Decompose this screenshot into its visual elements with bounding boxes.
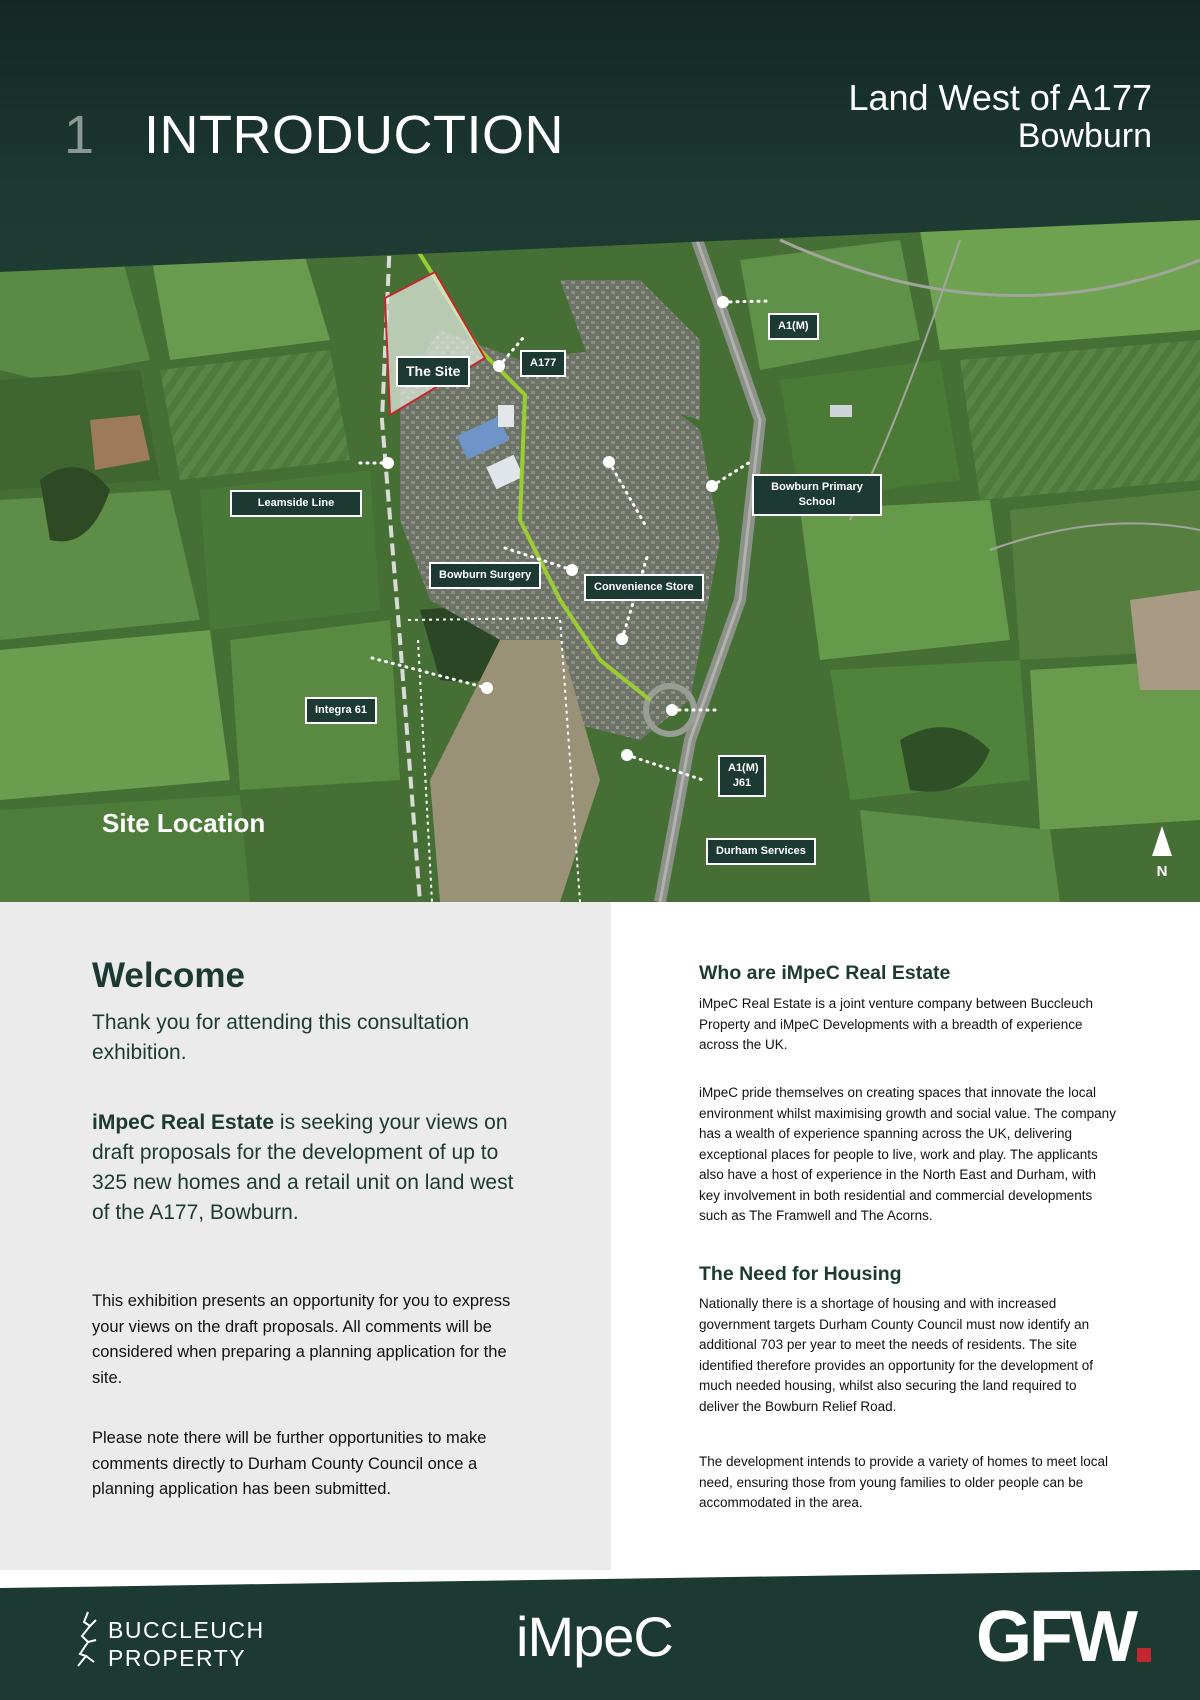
- map-label-convenience-store: Convenience Store: [584, 574, 704, 601]
- map-label-bowburn-surgery: Bowburn Surgery: [429, 562, 541, 589]
- site-location-map: [0, 220, 1200, 902]
- housing-heading: The Need for Housing: [699, 1263, 902, 1285]
- welcome-intro: Thank you for attending this consultation exhibition.: [92, 1011, 470, 1064]
- gfw-logo: GFW: [976, 1597, 1135, 1677]
- welcome-paragraph-1: This exhibition presents an opportunity for you to express your views on the draft proposals. All comments will be considered when preparing a planning application for the site.: [92, 1292, 511, 1387]
- north-arrow: [1151, 826, 1173, 880]
- map-label-integra-61: Integra 61: [305, 697, 377, 724]
- section-title: INTRODUCTION: [144, 105, 564, 165]
- housing-paragraph-2: The development intends to provide a variety of homes to meet local need, ensuring those from young families to older people can be accommodated in the area.: [699, 1454, 1108, 1510]
- welcome-heading: Welcome: [92, 956, 246, 995]
- gfw-logo-accent: [1137, 1648, 1151, 1662]
- buccleuch-stag-icon: [74, 1610, 100, 1668]
- map-label-a177: A177: [520, 350, 566, 377]
- project-title-block: [848, 78, 1152, 154]
- welcome-paragraph-2: Please note there will be further opportunities to make comments directly to Durham County Council once a planning application has been submitted.: [92, 1429, 487, 1498]
- map-label-a1m-j61: A1(M) J61: [718, 755, 766, 797]
- who-heading: Who are iMpeC Real Estate: [699, 962, 951, 984]
- project-location: Bowburn: [1017, 117, 1152, 155]
- project-title: Land West of A177: [848, 77, 1152, 118]
- buccleuch-property-logo: [74, 1610, 265, 1673]
- north-label: N: [1156, 863, 1168, 880]
- who-paragraph-1: iMpeC Real Estate is a joint venture company between Buccleuch Property and iMpeC Developments with a breadth of experience across the UK.: [699, 996, 1093, 1052]
- map-label-durham-services: Durham Services: [706, 838, 816, 865]
- map-caption: Site Location: [102, 808, 266, 838]
- impec-logo: iMpeC: [516, 1605, 673, 1668]
- buccleuch-wordmark: BUCCLEUCH PROPERTY: [108, 1617, 265, 1671]
- map-label-the-site: The Site: [396, 356, 470, 387]
- north-arrow-icon: [1151, 826, 1173, 858]
- aerial-map-image: [0, 220, 1200, 902]
- map-label-a1m: A1(M): [768, 313, 819, 340]
- welcome-lead-company: iMpeC Real Estate: [92, 1111, 275, 1134]
- map-label-bowburn-primary-school: Bowburn Primary School: [752, 474, 882, 516]
- section-number: 1: [64, 105, 95, 165]
- housing-paragraph-1: Nationally there is a shortage of housing and with increased government targets Durham County Council must now identify an additional 703 per year to meet the needs of residents. The site identified therefore provides an opportunity for the development of much needed housing, whilst also securing the land required to deliver the Bowburn Relief Road.: [699, 1296, 1093, 1414]
- who-paragraph-2: iMpeC pride themselves on creating spaces that innovate the local environment whilst maximising growth and social value. The company has a wealth of experience spanning across the UK, delivering exceptional places for people to live, work and play. The applicants also have a host of experience in the North East and Durham, with key involvement in both residential and commercial developments such as The Framwell and The Acorns.: [699, 1085, 1116, 1223]
- welcome-lead: [92, 1108, 532, 1228]
- welcome-lead-text: is seeking your views on draft proposals for the development of up to 325 new homes and a retail unit on land west of the A177, Bowburn.: [92, 1111, 514, 1224]
- map-label-leamside-line: Leamside Line: [230, 490, 362, 517]
